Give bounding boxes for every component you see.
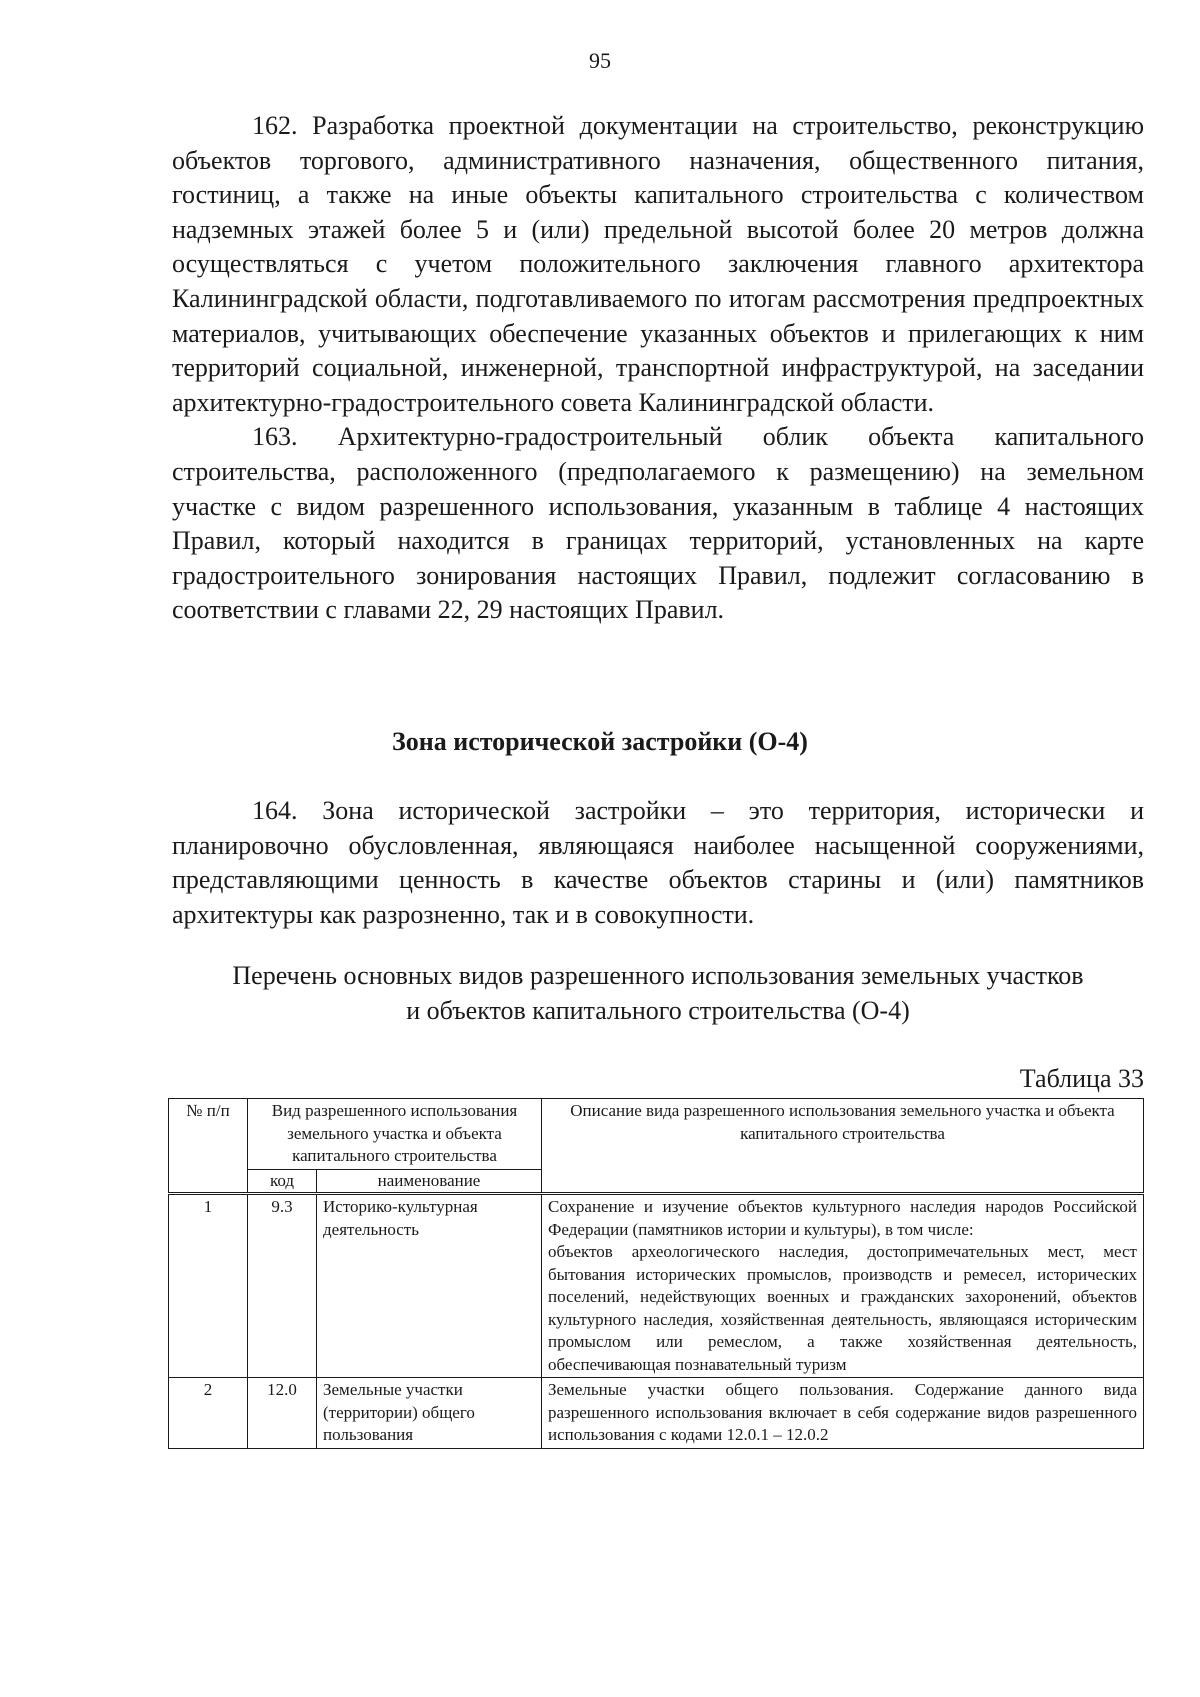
table-caption: Таблица 33: [1019, 1064, 1144, 1093]
description-line: Сохранение и изучение объектов культурного наследия народов Российской Федерации (памятников истории и культуры), в том числе:: [548, 1197, 1137, 1239]
zone-heading: Зона исторической застройки (О-4): [392, 727, 808, 756]
row-description: [542, 1194, 1144, 1378]
description-line: Земельные участки общего пользования. Содержание данного вида разрешенного использования включает в себя содержание видов разрешенного использования с кодами 12.0.1 – 12.0.2: [548, 1380, 1137, 1444]
header-description: Описание вида разрешенного использования земельного участка и объекта капитального строительства: [542, 1099, 1144, 1194]
list-heading-line1: Перечень основных видов разрешенного использования земельных участков: [232, 961, 1084, 990]
paragraph-164-block: [172, 794, 1144, 932]
table-row: [169, 1378, 1144, 1449]
paragraph-164: 164. Зона исторической застройки – это территория, исторически и планировочно обусловленная, являющаяся наиболее насыщенной сооружениями, представляющими ценность в качестве объектов старины и (или) памятников архитектуры как разрозненно, так и в совокупности.: [172, 796, 1144, 929]
list-heading: [172, 959, 1144, 1028]
row-num: 2: [169, 1378, 248, 1449]
header-code: код: [248, 1169, 317, 1194]
row-code: 12.0: [248, 1378, 317, 1449]
header-name: наименование: [317, 1169, 542, 1194]
row-description: [542, 1378, 1144, 1449]
row-code: 9.3: [248, 1194, 317, 1378]
list-heading-line2: и объектов капитального строительства (О-4): [406, 995, 910, 1025]
header-num: № п/п: [169, 1099, 248, 1194]
paragraph-163: 163. Архитектурно-градостроительный облик объекта капитального строительства, расположенного (предполагаемого к размещению) на земельном участке с видом разрешенного использования, указанным в таблице 4 настоящих Правил, который находится в границах территорий, установленных на карте градостроительного зонирования настоящих Правил, подлежит согласованию в соответствии с главами 22, 29 настоящих Правил.: [172, 422, 1144, 625]
table-row: [169, 1194, 1144, 1378]
page-number: 95: [589, 48, 611, 73]
permitted-use-table: [168, 1098, 1144, 1449]
row-num: 1: [169, 1194, 248, 1378]
paragraph-162: 162. Разработка проектной документации на строительство, реконструкцию объектов торгового, административного назначения, общественного питания, гостиниц, а также на иные объекты капитального строительства с количеством надземных этажей более 5 и (или) предельной высотой более 20 метров должна осуществляться с учетом положительного заключения главного архитектора Калининградской области, подготавливаемого по итогам рассмотрения предпроектных материалов, учитывающих обеспечение указанных объектов и прилегающих к ним территорий социальной, инженерной, транспортной инфраструктурой, на заседании архитектурно-градостроительного совета Калининградской области.: [172, 111, 1144, 417]
paragraphs-162-163: [172, 109, 1144, 628]
row-name: Земельные участки (территории) общего пользования: [317, 1378, 542, 1449]
description-line: объектов археологического наследия, достопримечательных мест, мест бытования исторических промыслов, производств и ремесел, исторических поселений, недействующих военных и гражданских захоронений, объектов культурного наследия, хозяйственная деятельность, являющаяся историческим промыслом или ремеслом, а также хозяйственная деятельность, обеспечивающая познавательный туризм: [548, 1242, 1137, 1374]
row-name: Историко-культурная деятельность: [317, 1194, 542, 1378]
header-kind: Вид разрешенного использования земельного участка и объекта капитального строительства: [248, 1099, 542, 1170]
